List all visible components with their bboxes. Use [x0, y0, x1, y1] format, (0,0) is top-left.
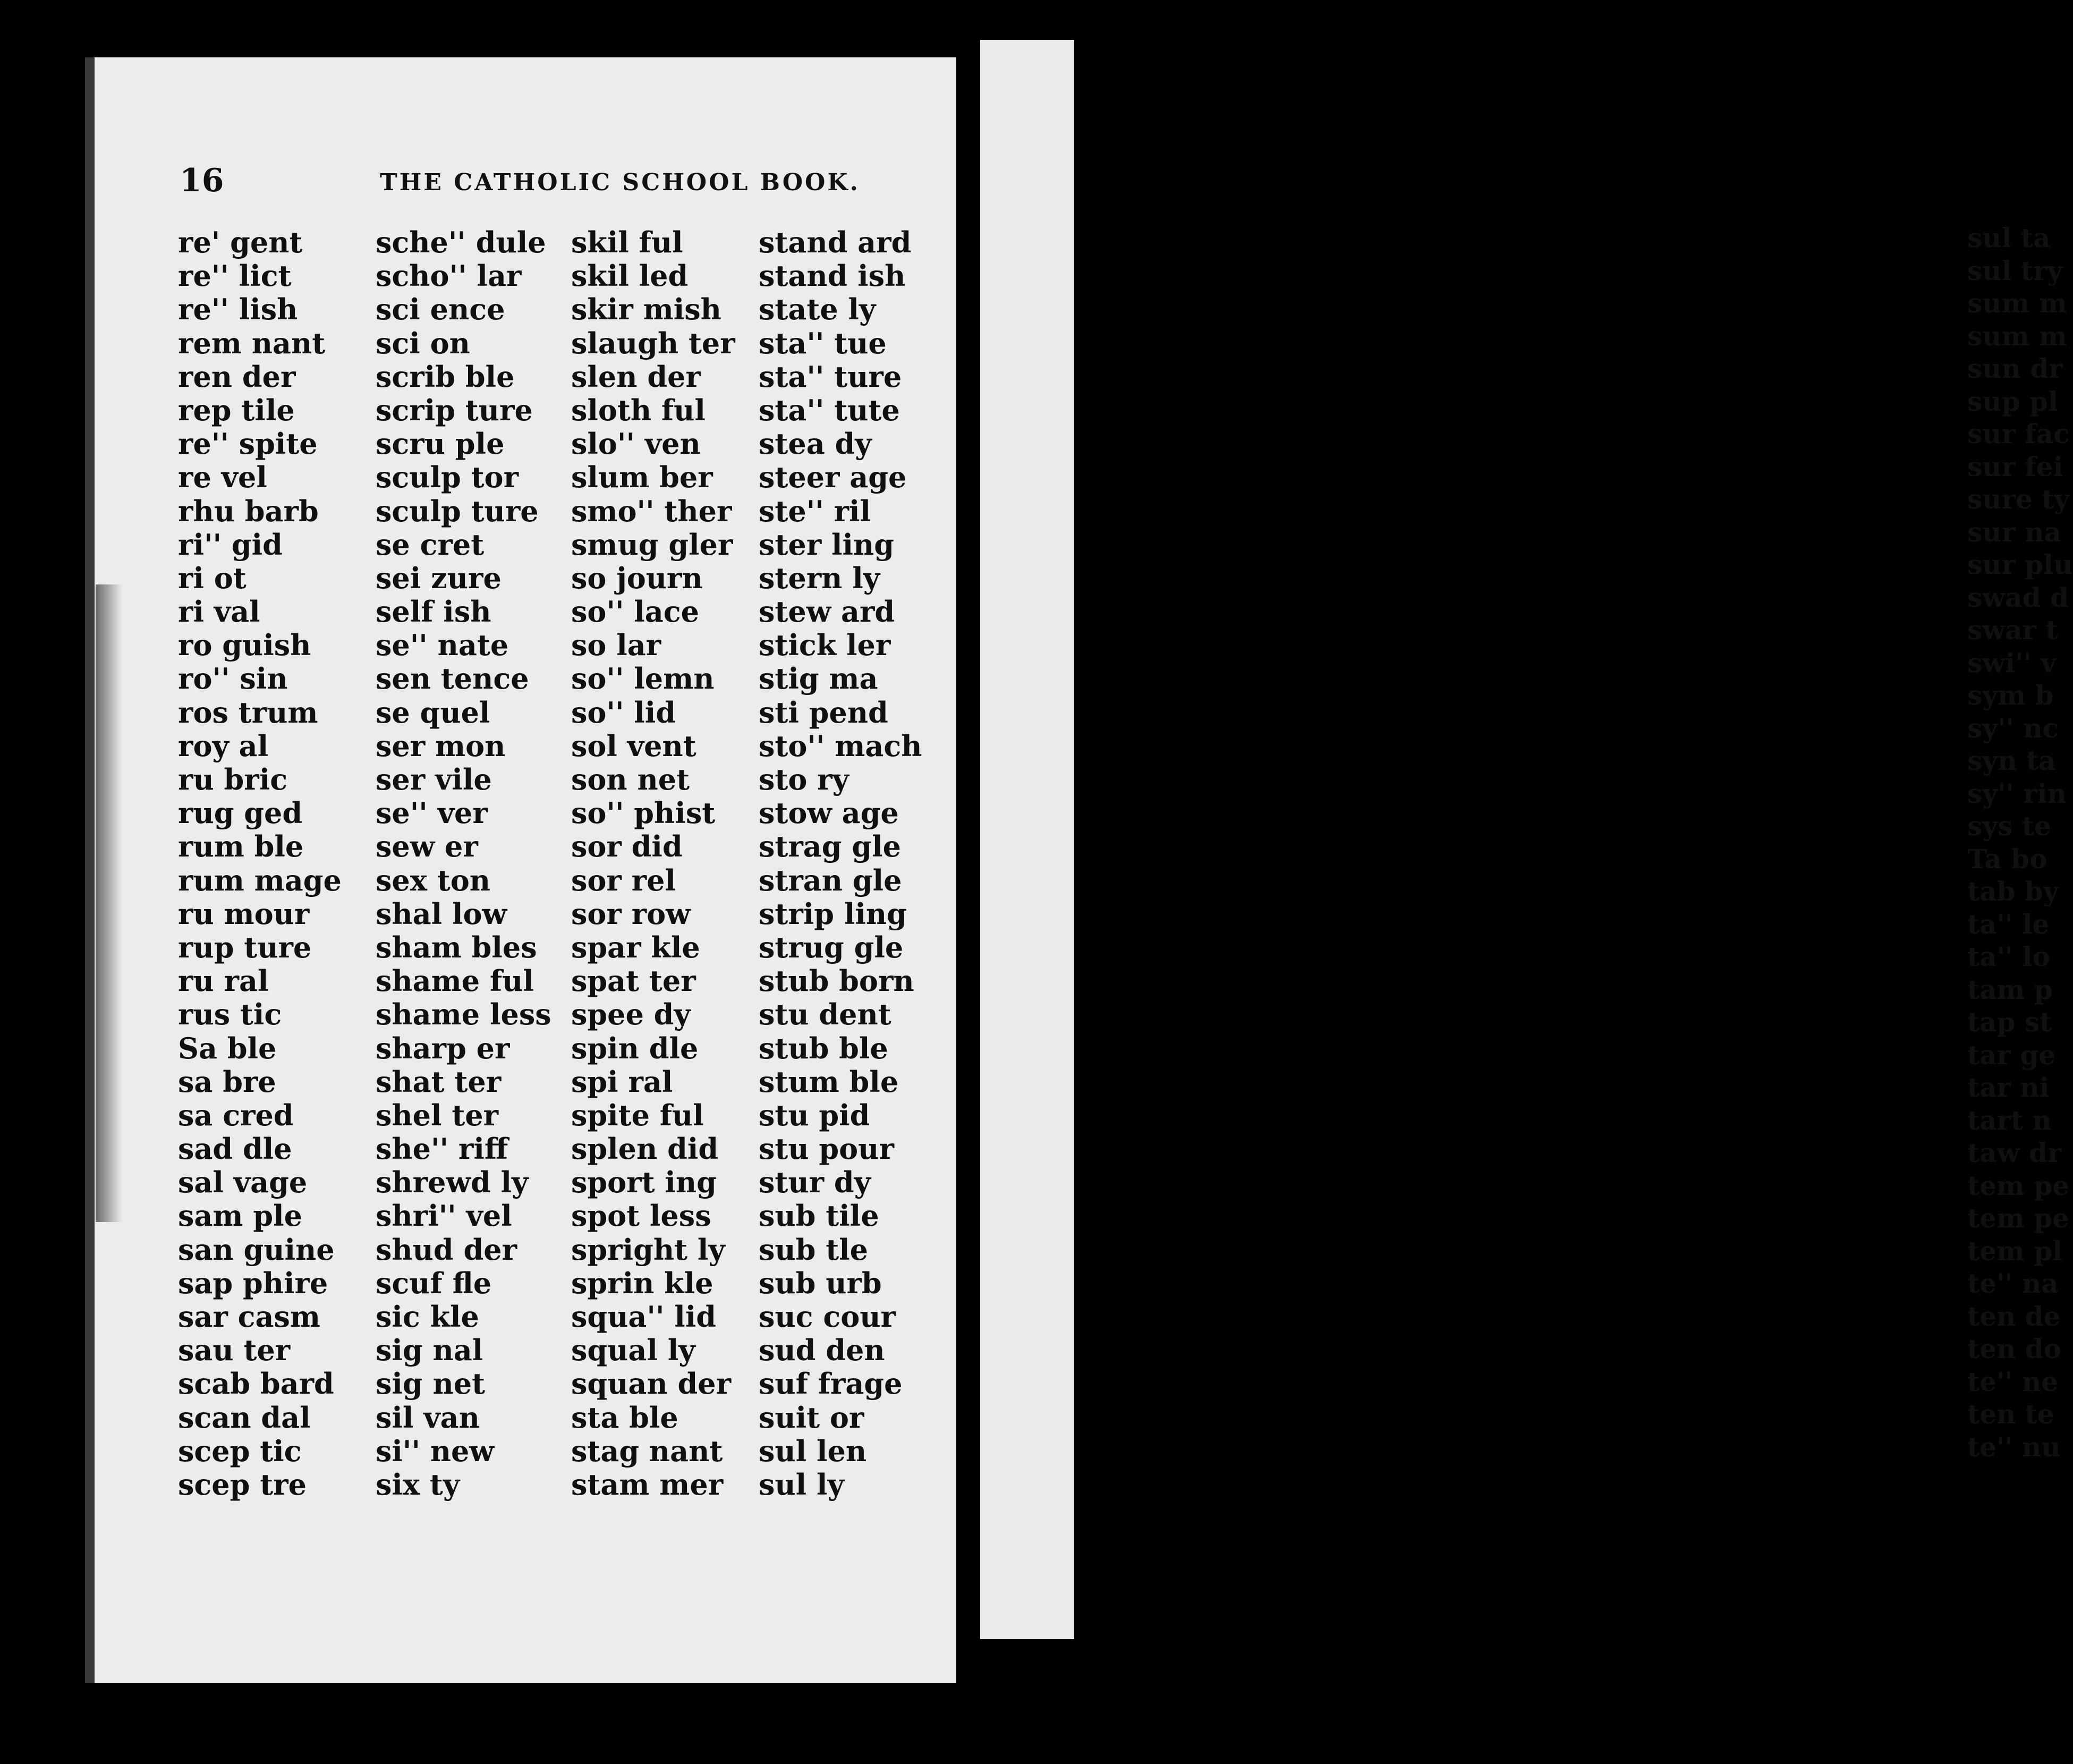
word-entry: sor rel [571, 863, 676, 897]
word-entry: san guine [178, 1232, 335, 1267]
word-entry: scuf fle [376, 1266, 492, 1300]
word-entry: re'' lict [178, 259, 292, 293]
word-entry: so lar [571, 628, 661, 663]
word-entry: shri'' vel [376, 1199, 512, 1233]
word-entry: spi ral [571, 1064, 673, 1099]
word-entry: splen did [571, 1132, 719, 1166]
word-entry: stub ble [759, 1031, 888, 1065]
word-entry: ru bric [178, 762, 288, 796]
word-entry: sam ple [178, 1199, 302, 1233]
word-entry: swar t [1967, 614, 2058, 646]
word-entry: sor row [571, 896, 691, 931]
word-entry: strug gle [759, 930, 904, 964]
word-entry: te'' nu [1967, 1431, 2061, 1463]
word-entry: ri val [178, 595, 260, 629]
word-entry: sad dle [178, 1132, 292, 1166]
word-entry: ren der [178, 359, 296, 394]
word-entry: sei zure [376, 561, 502, 595]
word-entry: rup ture [178, 930, 312, 964]
word-entry: tar ge [1967, 1039, 2056, 1071]
word-entry: rhu barb [178, 494, 319, 528]
word-entry: so journ [571, 561, 703, 595]
word-entry: she'' riff [376, 1132, 508, 1166]
word-entry: son net [571, 762, 690, 796]
word-entry: sor did [571, 829, 683, 864]
word-column-1 [178, 226, 342, 1502]
word-entry: slum ber [571, 460, 713, 495]
word-entry: sal vage [178, 1165, 308, 1200]
word-column-3 [571, 226, 735, 1502]
word-entry: sa cred [178, 1098, 294, 1132]
word-entry: se'' nate [376, 628, 509, 663]
word-entry: te'' na [1967, 1268, 2059, 1299]
word-entry: ros trum [178, 695, 318, 730]
word-entry: spee dy [571, 997, 691, 1032]
word-entry: scrip ture [376, 393, 533, 427]
word-entry: spot less [571, 1199, 711, 1233]
word-entry: syn ta [1967, 745, 2056, 776]
word-entry: stag nant [571, 1434, 723, 1468]
word-entry: slen der [571, 359, 701, 394]
word-entry: rem nant [178, 326, 326, 360]
word-entry: sun dr [1967, 353, 2063, 384]
word-entry: ru mour [178, 896, 310, 931]
word-entry: te'' ne [1967, 1366, 2059, 1397]
word-entry: stur dy [759, 1165, 871, 1200]
word-entry: sport ing [571, 1165, 717, 1200]
word-entry: sum m [1967, 287, 2067, 319]
word-entry: re'' spite [178, 427, 318, 461]
word-entry: tam p [1967, 973, 2053, 1005]
word-entry: stran gle [759, 863, 902, 897]
word-entry: sys te [1967, 810, 2051, 842]
word-entry: sar casm [178, 1300, 321, 1334]
word-entry: sci ence [376, 292, 505, 327]
word-entry: sau ter [178, 1333, 291, 1368]
word-entry: se'' ver [376, 796, 488, 830]
word-entry: sic kle [376, 1300, 479, 1334]
word-entry: sto'' mach [759, 728, 922, 763]
word-entry: squan der [571, 1367, 732, 1401]
word-entry: rep tile [178, 393, 295, 427]
word-entry: tar ni [1967, 1072, 2050, 1103]
facing-page-edge [980, 40, 2073, 1639]
word-entry: squal ly [571, 1333, 695, 1368]
word-entry: scan dal [178, 1400, 311, 1435]
word-entry: sy'' rin [1967, 777, 2067, 809]
word-entry: sta'' ture [759, 359, 902, 394]
word-entry: scep tic [178, 1434, 302, 1468]
word-entry: rum ble [178, 829, 304, 864]
word-entry: shel ter [376, 1098, 499, 1132]
word-entry: taw dr [1967, 1137, 2062, 1168]
word-entry: shat ter [376, 1064, 502, 1099]
word-entry: strag gle [759, 829, 901, 864]
word-entry: ten do [1967, 1333, 2061, 1364]
word-entry: shame less [376, 997, 551, 1032]
word-entry: ri ot [178, 561, 247, 595]
word-entry: sur fac [1967, 418, 2070, 450]
word-entry: so'' phist [571, 796, 716, 830]
word-entry: suc cour [759, 1300, 896, 1334]
word-entry: stig ma [759, 662, 878, 696]
word-entry: spright ly [571, 1232, 725, 1267]
word-entry: sol vent [571, 728, 696, 763]
word-entry: suit or [759, 1400, 864, 1435]
word-entry: tem pe [1967, 1202, 2069, 1234]
facing-page-word-column [1967, 222, 2073, 1463]
word-entry: so'' lemn [571, 662, 715, 696]
word-entry: sto ry [759, 762, 849, 796]
word-entry: state ly [759, 292, 876, 327]
word-entry: sul len [759, 1434, 867, 1468]
word-entry: swad d [1967, 581, 2069, 613]
word-entry: spin dle [571, 1031, 699, 1065]
word-entry: rug ged [178, 796, 303, 830]
word-entry: Ta bo [1967, 843, 2047, 875]
word-entry: stick ler [759, 628, 891, 663]
word-entry: stu pour [759, 1132, 894, 1166]
word-entry: sig net [376, 1367, 486, 1401]
word-entry: stam mer [571, 1467, 724, 1502]
word-entry: stu pid [759, 1098, 870, 1132]
word-entry: ta'' lo [1967, 941, 2050, 972]
word-entry: stand ard [759, 225, 912, 259]
word-entry: tap st [1967, 1006, 2052, 1038]
word-entry: sig nal [376, 1333, 483, 1368]
word-column-4 [759, 226, 922, 1502]
word-entry: sti pend [759, 695, 888, 730]
word-entry: skil led [571, 259, 689, 293]
word-entry: shame ful [376, 964, 534, 998]
word-entry: sub tile [759, 1199, 879, 1233]
word-entry: sci on [376, 326, 470, 360]
word-entry: spat ter [571, 964, 696, 998]
word-entry: ten de [1967, 1300, 2061, 1332]
word-entry: tart n [1967, 1104, 2052, 1136]
word-entry: strip ling [759, 896, 907, 931]
word-entry: stu dent [759, 997, 891, 1032]
word-entry: stub born [759, 964, 914, 998]
word-entry: sculp tor [376, 460, 519, 495]
word-entry: ste'' ril [759, 494, 871, 528]
word-entry: smug gler [571, 527, 733, 562]
word-entry: ro'' sin [178, 662, 288, 696]
word-entry: se cret [376, 527, 485, 562]
word-entry: se quel [376, 695, 490, 730]
word-entry: smo'' ther [571, 494, 732, 528]
word-entry: rum mage [178, 863, 342, 897]
word-entry: sap phire [178, 1266, 328, 1300]
word-entry: slo'' ven [571, 427, 701, 461]
word-entry: sew er [376, 829, 478, 864]
word-entry: scab bard [178, 1367, 334, 1401]
word-entry: sex ton [376, 863, 490, 897]
word-entry: sul ly [759, 1467, 844, 1502]
word-entry: skir mish [571, 292, 721, 327]
word-entry: ri'' gid [178, 527, 283, 562]
word-entry: shal low [376, 896, 507, 931]
word-entry: sharp er [376, 1031, 510, 1065]
word-entry: spite ful [571, 1098, 704, 1132]
word-entry: sta'' tue [759, 326, 887, 360]
word-column-2 [376, 226, 551, 1502]
word-entry: ster ling [759, 527, 894, 562]
word-entry: stew ard [759, 595, 895, 629]
word-entry: stow age [759, 796, 899, 830]
word-entry: swi'' v [1967, 647, 2057, 679]
word-entry: spar kle [571, 930, 700, 964]
word-entry: sub urb [759, 1266, 882, 1300]
word-entry: stand ish [759, 259, 906, 293]
word-entry: ro guish [178, 628, 311, 663]
word-entry: shrewd ly [376, 1165, 529, 1200]
word-entry: re' gent [178, 225, 303, 259]
word-entry: sum m [1967, 320, 2067, 352]
word-entry: squa'' lid [571, 1300, 717, 1334]
word-entry: sym b [1967, 680, 2054, 711]
word-entry: sculp ture [376, 494, 539, 528]
running-head: THE CATHOLIC SCHOOL BOOK. [380, 169, 860, 196]
page-number: 16 [180, 162, 224, 199]
word-entry: sil van [376, 1400, 480, 1435]
word-entry: stea dy [759, 427, 872, 461]
word-entry: sche'' dule [376, 225, 546, 259]
word-entry: self ish [376, 595, 491, 629]
word-entry: sa bre [178, 1064, 276, 1099]
word-entry: skil ful [571, 225, 683, 259]
word-entry: sta'' tute [759, 393, 900, 427]
word-entry: sul try [1967, 255, 2063, 286]
page-edge-shading [96, 584, 122, 1222]
word-entry: sul ta [1967, 222, 2051, 253]
word-entry: so'' lace [571, 595, 700, 629]
word-entry: tem pl [1967, 1235, 2063, 1267]
word-entry: re'' lish [178, 292, 298, 327]
word-entry: tem pe [1967, 1169, 2069, 1201]
word-entry: sy'' nc [1967, 712, 2059, 744]
word-entry: ru ral [178, 964, 269, 998]
word-entry: sta ble [571, 1400, 678, 1435]
word-entry: ser vile [376, 762, 492, 796]
word-entry: slaugh ter [571, 326, 735, 360]
word-entry: tab by [1967, 876, 2059, 907]
word-entry: sur na [1967, 516, 2062, 548]
word-entry: sham bles [376, 930, 537, 964]
word-entry: Sa ble [178, 1031, 277, 1065]
word-entry: so'' lid [571, 695, 676, 730]
word-entry: sur fei [1967, 451, 2063, 482]
word-entry: si'' new [376, 1434, 494, 1468]
word-entry: scrib ble [376, 359, 515, 394]
word-entry: scep tre [178, 1467, 307, 1502]
word-entry: stum ble [759, 1064, 899, 1099]
word-entry: re vel [178, 460, 267, 495]
word-entry: sub tle [759, 1232, 869, 1267]
word-entry: suf frage [759, 1367, 903, 1401]
word-entry: rus tic [178, 997, 282, 1032]
word-entry: six ty [376, 1467, 460, 1502]
word-entry: scho'' lar [376, 259, 522, 293]
word-entry: shud der [376, 1232, 517, 1267]
word-entry: sure ty [1967, 484, 2070, 515]
word-entry: steer age [759, 460, 907, 495]
word-entry: ten te [1967, 1398, 2054, 1430]
word-entry: stern ly [759, 561, 880, 595]
word-entry: roy al [178, 728, 269, 763]
word-entry: sur plu [1967, 549, 2073, 580]
word-entry: ta'' le [1967, 908, 2050, 940]
word-entry: sprin kle [571, 1266, 713, 1300]
word-entry: ser mon [376, 728, 506, 763]
word-entry: sup pl [1967, 385, 2058, 417]
word-entry: sen tence [376, 662, 529, 696]
word-entry: scru ple [376, 427, 505, 461]
word-entry: sloth ful [571, 393, 706, 427]
word-entry: sud den [759, 1333, 885, 1368]
